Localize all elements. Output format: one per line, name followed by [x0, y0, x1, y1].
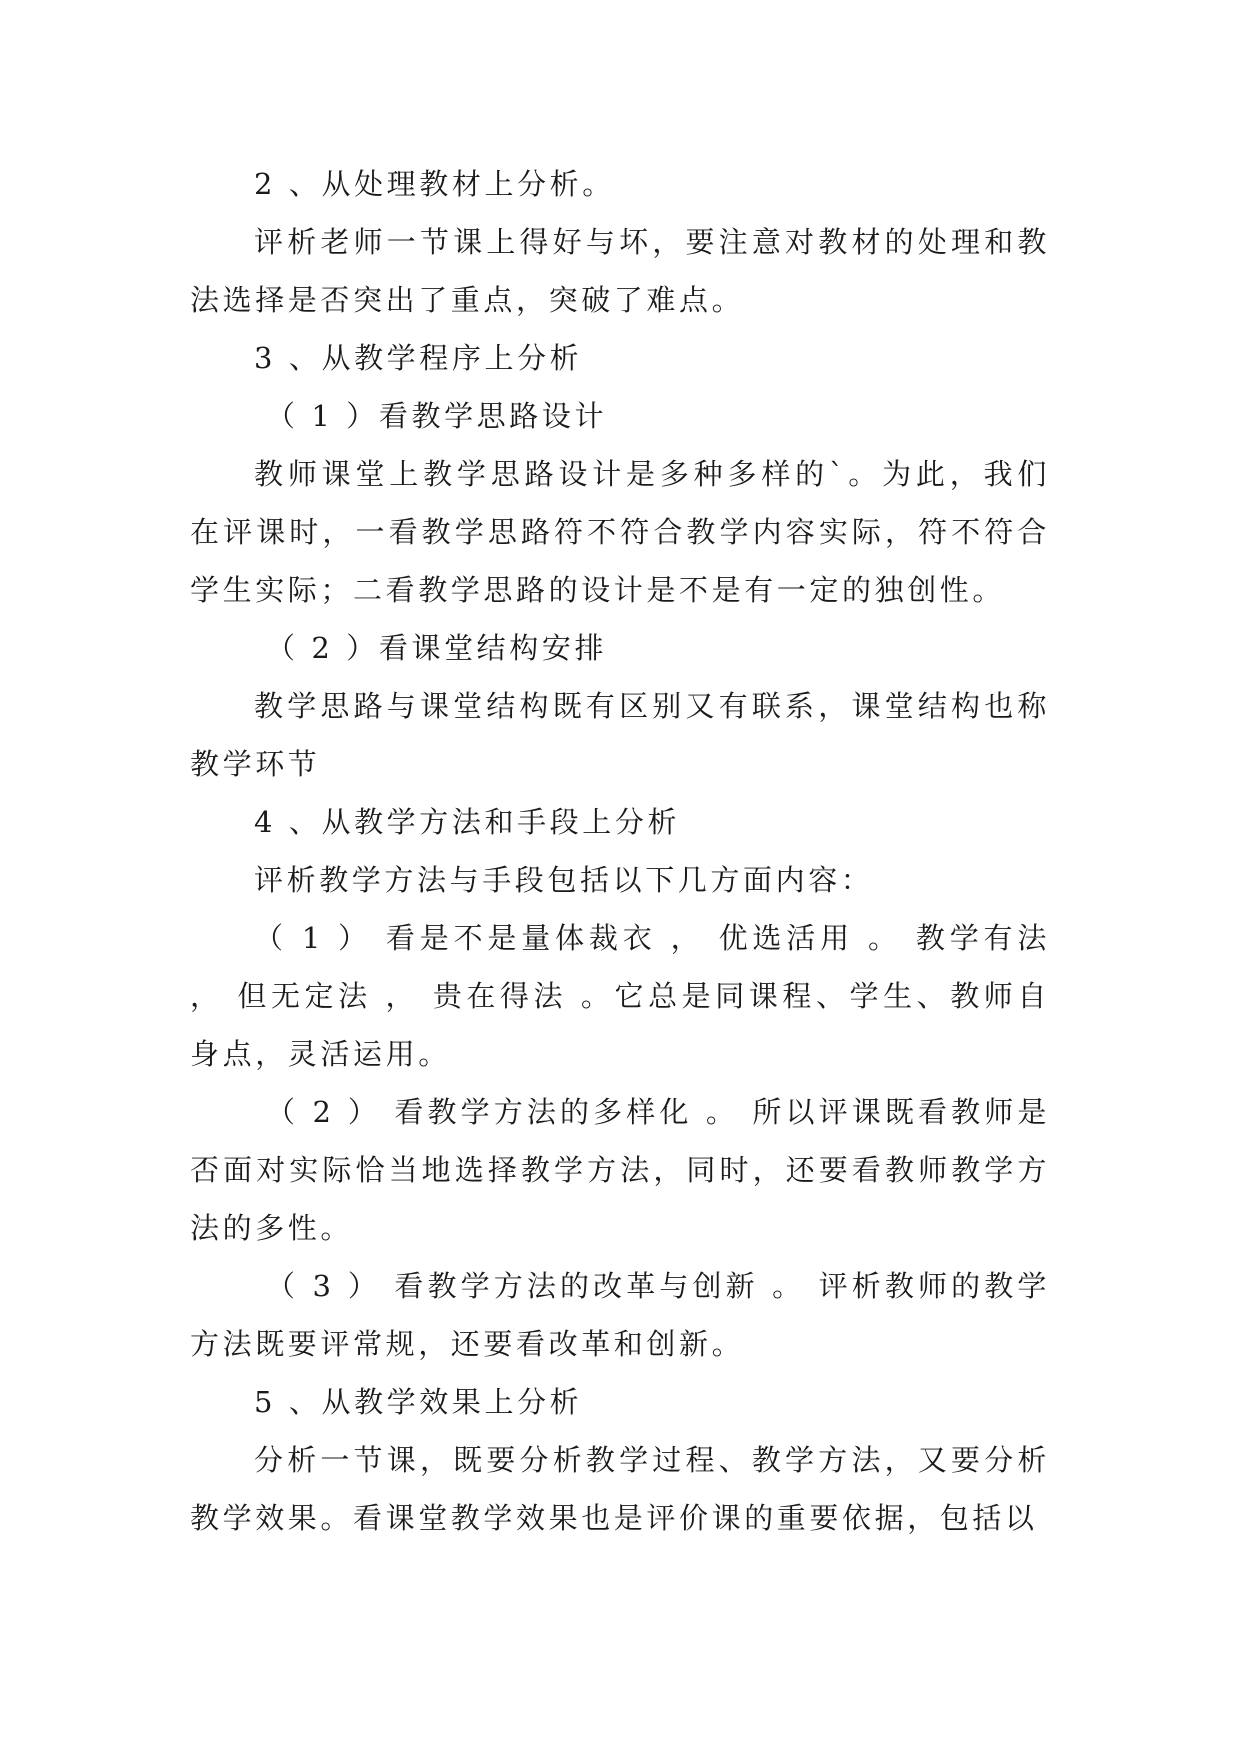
paragraph: 评析教学方法与手段包括以下几方面内容：: [254, 863, 874, 897]
list-item: （ 3 ） 看教学方法的改革与创新 。 评析教师的教学方法既要评常规，还要看改革和创新。: [190, 1269, 1050, 1361]
subheading: （ 1 ）看教学思路设计: [266, 399, 608, 433]
document-body: [190, 155, 1050, 1547]
section-heading-2: 2 、从处理教材上分析。: [254, 167, 615, 201]
section-heading-4: 4 、从教学方法和手段上分析: [254, 805, 681, 839]
list-item: （ 1 ） 看是不是量体裁衣 ， 优选活用 。 教学有法 ， 但无定法 ， 贵在得法 。它总是同课程、学生、教师自身点，灵活运用。: [190, 921, 1050, 1071]
paragraph: 教学思路与课堂结构既有区别又有联系，课堂结构也称教学环节: [190, 689, 1050, 781]
paragraph: 分析一节课，既要分析教学过程、教学方法，又要分析教学效果。看课堂教学效果也是评价课的重要依据，包括以: [190, 1443, 1050, 1535]
paragraph: 教师课堂上教学思路设计是多种多样的`。为此，我们在评课时，一看教学思路符不符合教学内容实际，符不符合学生实际；二看教学思路的设计是不是有一定的独创性。: [190, 457, 1050, 607]
subheading: （ 2 ）看课堂结构安排: [266, 631, 608, 665]
section-heading-5: 5 、从教学效果上分析: [254, 1385, 583, 1419]
list-item: （ 2 ） 看教学方法的多样化 。 所以评课既看教师是否面对实际恰当地选择教学方法，同时，还要看教师教学方法的多性。: [190, 1095, 1050, 1245]
section-heading-3: 3 、从教学程序上分析: [254, 341, 583, 375]
paragraph: 评析老师一节课上得好与坏，要注意对教材的处理和教法选择是否突出了重点，突破了难点。: [190, 225, 1050, 317]
